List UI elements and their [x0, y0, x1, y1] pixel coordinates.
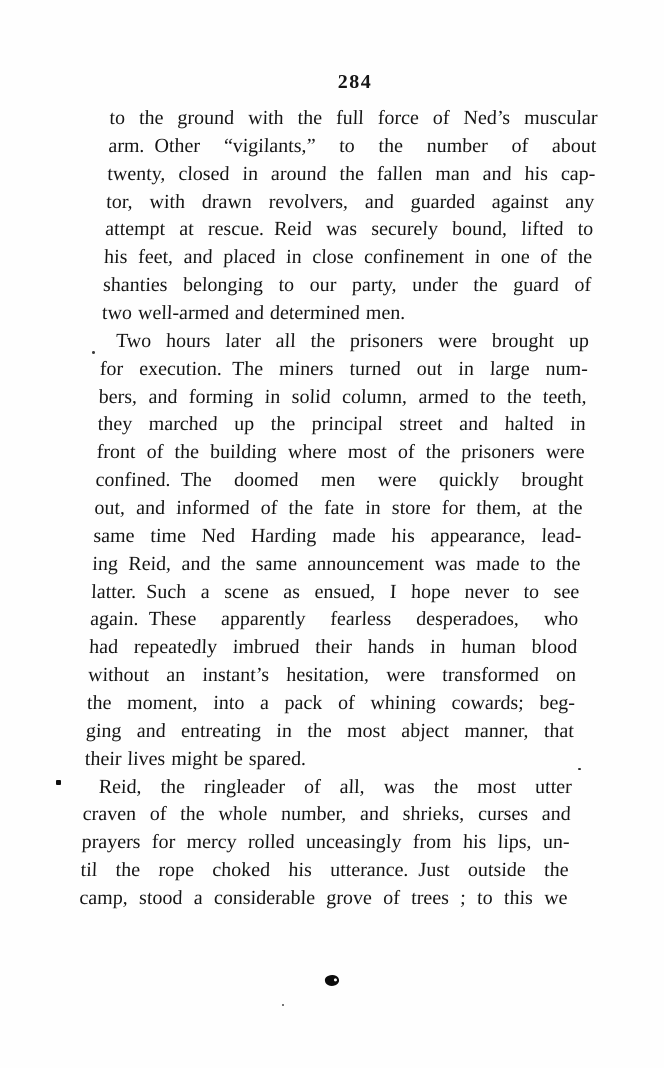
text-line: ing Reid, and the same announcement was made to the — [91, 552, 581, 575]
ink-blot — [324, 974, 340, 987]
text-line: craven of the whole number, and shrieks, curses and — [82, 803, 572, 826]
text-line: twenty, closed in around the fallen man and his cap- — [106, 162, 596, 185]
text-line: shanties belonging to our party, under the guard of — [102, 274, 592, 297]
paragraph — [79, 774, 572, 913]
text-line: bers, and forming in solid column, armed to the teeth, — [98, 385, 588, 408]
text-line: front of the building where most of the prisoners were — [96, 441, 586, 464]
text-line: without an instant’s hesitation, were transformed on — [87, 664, 577, 687]
text-line: they marched up the principal street and halted in — [97, 413, 587, 436]
text-line: attempt at rescue. Reid was securely bound, lifted to — [104, 218, 594, 241]
text-line: tor, with drawn revolvers, and guarded against any — [105, 190, 595, 213]
text-line: ging and entreating in the most abject manner, that — [85, 719, 575, 742]
paragraph — [84, 328, 589, 774]
text-line: out, and informed of the fate in store for them, at the — [94, 497, 583, 520]
ink-blot-hole — [334, 978, 337, 981]
paragraph-dot — [92, 351, 95, 354]
text-line: had repeatedly imbrued their hands in human blood — [88, 636, 578, 659]
text-line: confined. The doomed men were quickly brought — [95, 469, 585, 492]
text-line: for execution. The miners turned out in large num- — [99, 357, 589, 380]
text-block — [79, 105, 598, 913]
bottom-speck — [282, 1004, 284, 1006]
text-line: latter. Such a scene as ensued, I hope never to see — [90, 580, 580, 603]
text-line: same time Ned Harding made his appearance, lead- — [93, 524, 582, 547]
text-line: two well-armed and determined men. — [101, 302, 406, 325]
text-line: Two hours later all the prisoners were brought up — [115, 329, 590, 352]
page-number: 284 — [337, 71, 373, 93]
text-line: camp, stood a considerable grove of trees ; to this we — [79, 887, 568, 910]
text-line: til the rope choked his utterance. Just outside the — [80, 859, 570, 882]
text-line: his feet, and placed in close confinement in one of the — [103, 246, 593, 269]
text-line: again. These apparently fearless desperadoes, who — [89, 608, 579, 631]
right-speck — [578, 768, 581, 770]
paragraph — [101, 105, 598, 328]
text-line: arm. Other “vigilants,” to the number of about — [108, 134, 597, 157]
text-line: to the ground with the full force of Ned’s muscular — [109, 107, 598, 129]
margin-speck — [56, 780, 61, 785]
text-line: Reid, the ringleader of all, was the most utter — [98, 775, 573, 798]
text-line: the moment, into a pack of whining cowards; beg- — [86, 692, 576, 715]
text-line: prayers for mercy rolled unceasingly from his lips, un- — [81, 831, 571, 854]
text-line: their lives might be spared. — [84, 747, 307, 770]
